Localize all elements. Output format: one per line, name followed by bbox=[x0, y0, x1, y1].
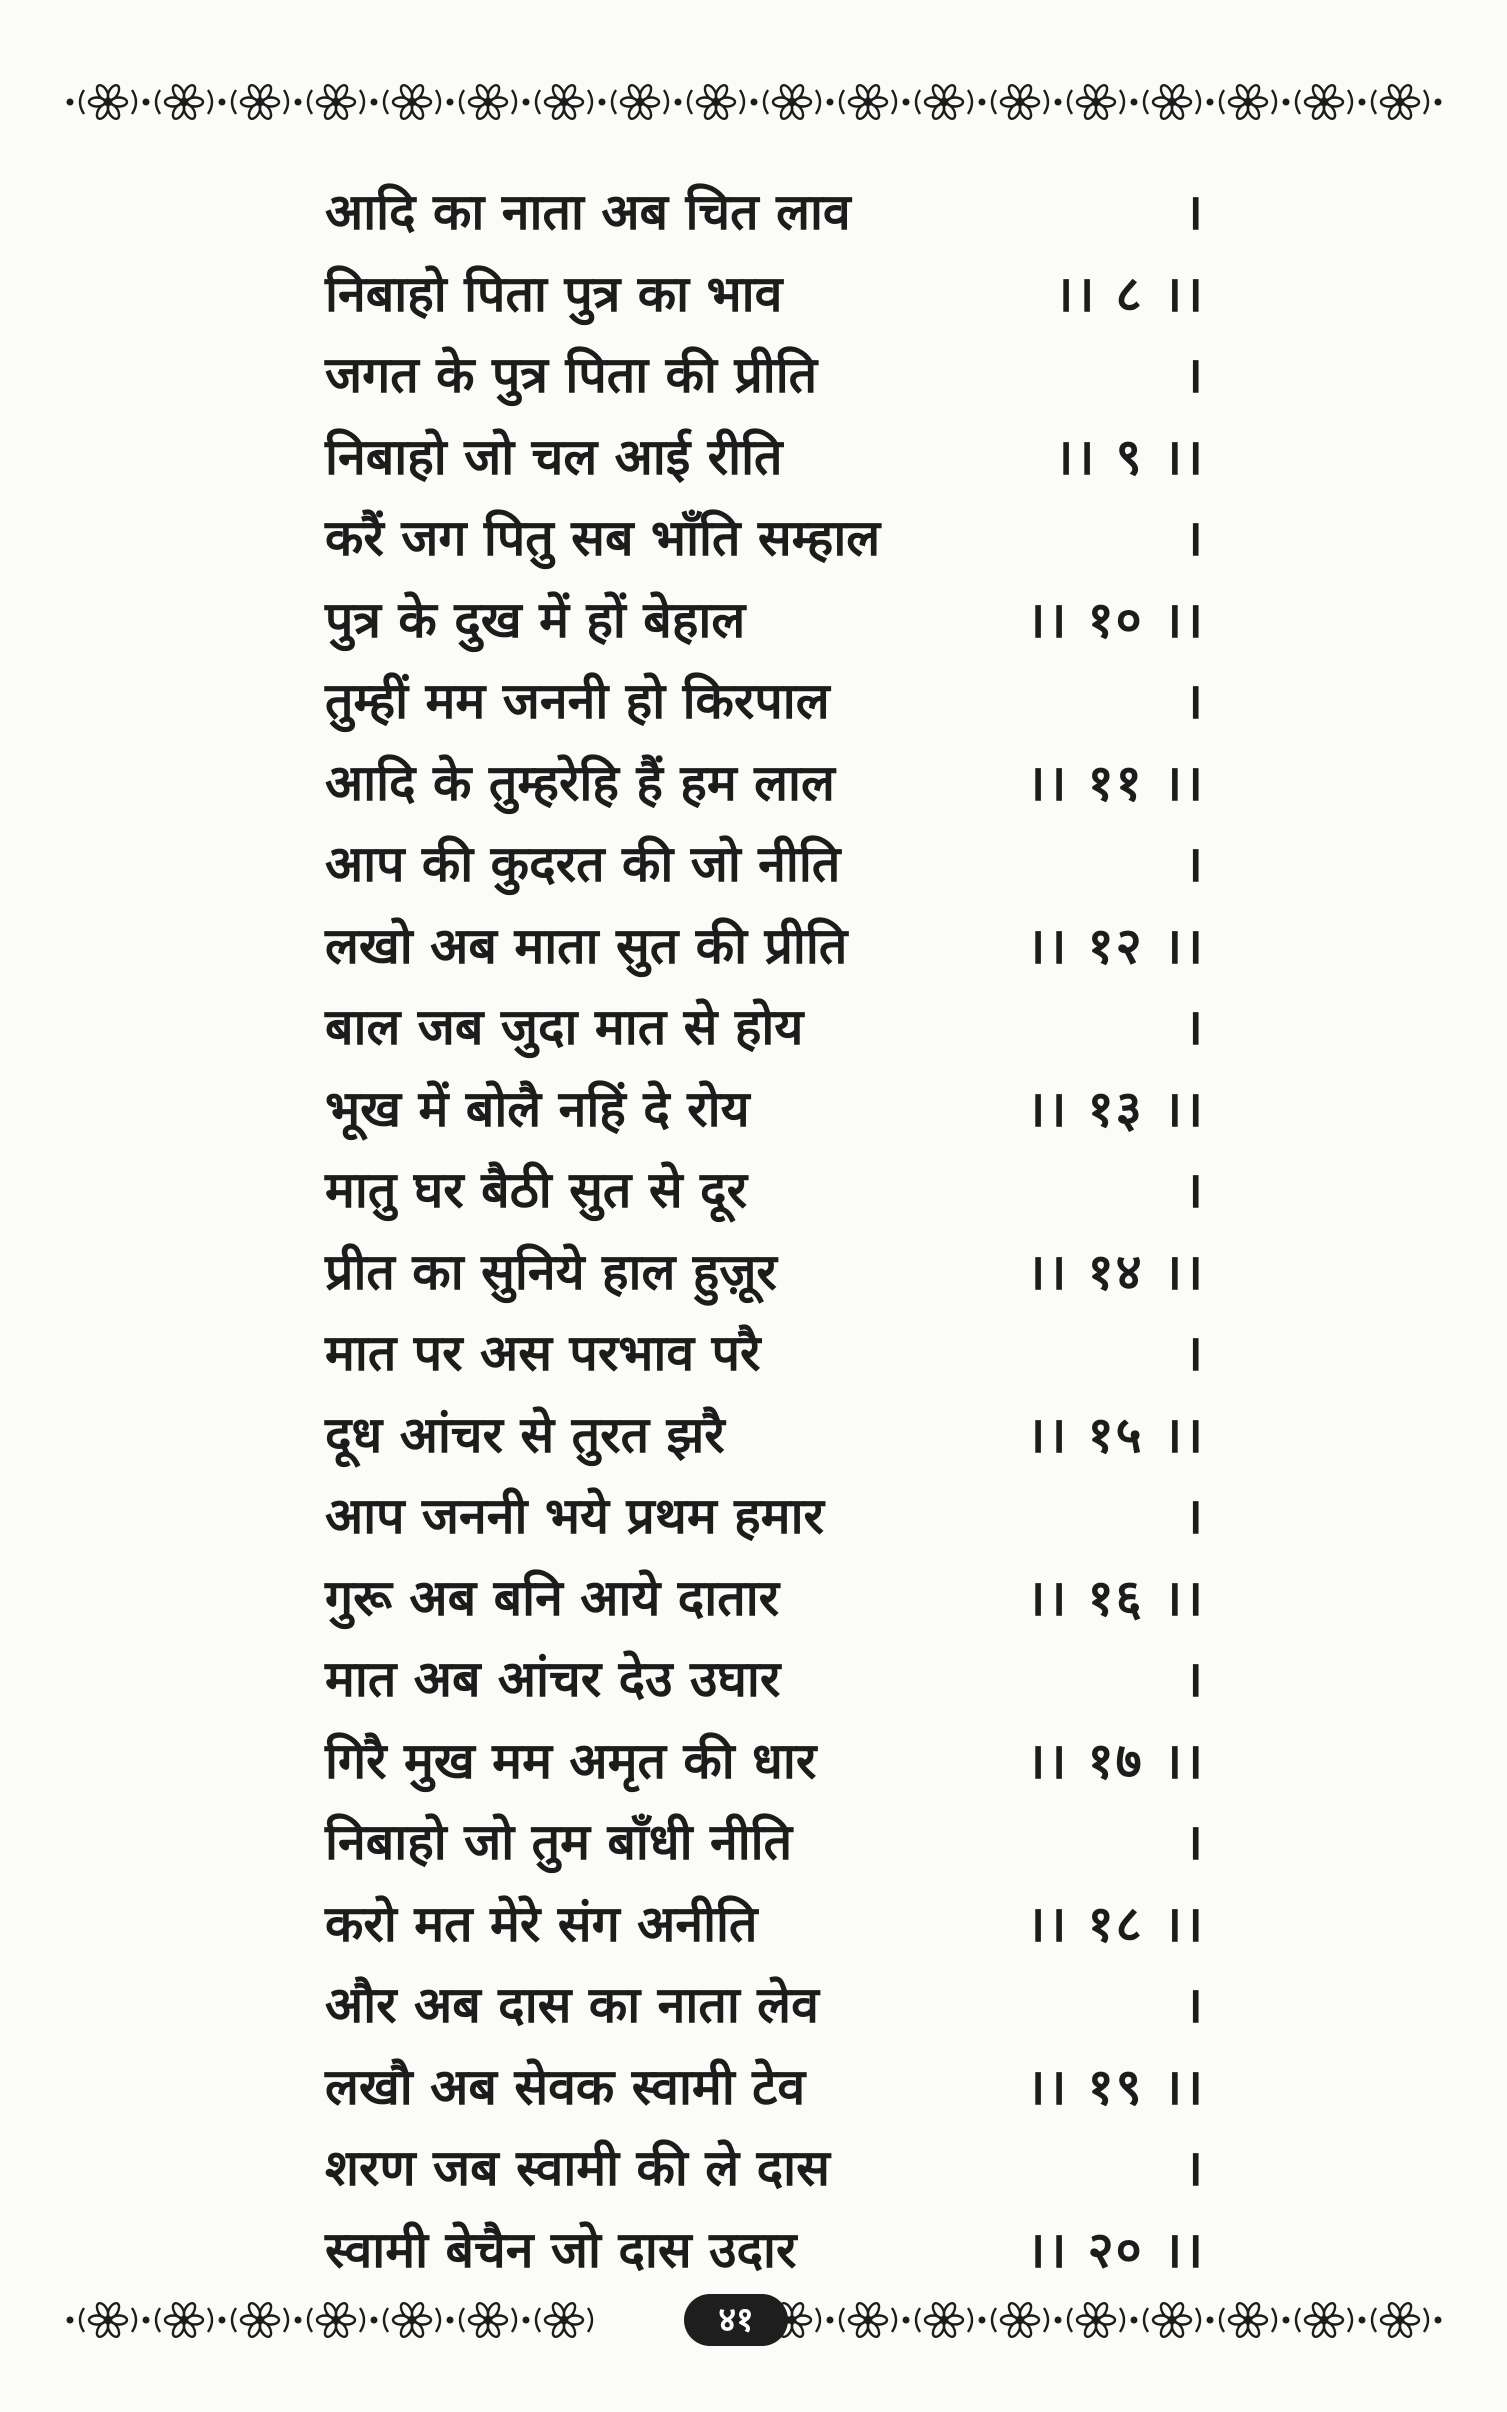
flower-motif bbox=[826, 2301, 896, 2338]
flower-motif bbox=[446, 2301, 516, 2338]
flower-motif bbox=[370, 2301, 440, 2338]
flower-motif bbox=[978, 2301, 1048, 2338]
page-number: ४१ bbox=[684, 2294, 788, 2346]
verse-text: करो मत मेरे संग अनीति bbox=[325, 1894, 758, 1953]
verse-line bbox=[325, 1558, 1205, 1640]
verse-line bbox=[325, 1232, 1205, 1314]
flower-motif bbox=[294, 2301, 364, 2338]
verse-text: गिरै मुख मम अमृत की धार bbox=[325, 1731, 817, 1790]
top-ornamental-border bbox=[0, 70, 1507, 134]
verse-line bbox=[325, 1884, 1205, 1966]
verse-number-marker: । bbox=[1184, 183, 1205, 241]
flower-motif bbox=[826, 83, 896, 120]
verse-list bbox=[325, 172, 1205, 2291]
verse-line bbox=[325, 580, 1205, 662]
verse-number-marker: ।। १० ।। bbox=[1026, 590, 1205, 649]
flower-motif bbox=[1130, 2301, 1200, 2338]
flower-motif bbox=[598, 83, 668, 120]
verse-number-marker: ।। ८ ।। bbox=[1054, 264, 1205, 323]
verse-line bbox=[325, 743, 1205, 825]
flower-motif bbox=[66, 2301, 136, 2338]
flower-motif bbox=[1282, 2301, 1352, 2338]
verse-line bbox=[325, 1313, 1205, 1395]
verse-number-marker: ।। ११ ।। bbox=[1026, 753, 1205, 812]
flower-motif bbox=[522, 83, 592, 120]
verse-text: आप जननी भये प्रथम हमार bbox=[325, 1487, 824, 1545]
verse-text: गुरू अब बनि आये दातार bbox=[325, 1568, 780, 1627]
flower-motif bbox=[294, 83, 364, 120]
flower-motif bbox=[1358, 83, 1428, 120]
verse-text: स्वामी बेचैन जो दास उदार bbox=[325, 2220, 797, 2279]
flower-motif bbox=[1054, 2301, 1124, 2338]
flower-motif bbox=[674, 83, 744, 120]
flower-motif bbox=[1054, 83, 1124, 120]
verse-line bbox=[325, 335, 1205, 417]
verse-number-marker: । bbox=[1184, 1487, 1205, 1545]
verse-line bbox=[325, 1069, 1205, 1151]
flower-motif bbox=[142, 2301, 212, 2338]
flower-motif bbox=[1282, 83, 1352, 120]
flower-motif bbox=[1130, 83, 1200, 120]
flower-motif bbox=[1206, 83, 1276, 120]
verse-line bbox=[325, 1802, 1205, 1884]
verse-text: भूख में बोलै नहिं दे रोय bbox=[325, 1079, 750, 1138]
verse-text: आदि का नाता अब चित लाव bbox=[325, 183, 851, 241]
verse-line bbox=[325, 1965, 1205, 2047]
verse-text: निबाहो जो चल आई रीति bbox=[325, 427, 783, 486]
verse-line bbox=[325, 172, 1205, 254]
verse-line bbox=[325, 1721, 1205, 1803]
verse-line bbox=[325, 2210, 1205, 2292]
verse-text: मातु घर बैठी सुत से दूर bbox=[325, 1161, 748, 1219]
verse-text: आप की कुदरत की जो नीति bbox=[325, 835, 841, 893]
flower-motif bbox=[142, 83, 212, 120]
verse-number-marker: । bbox=[1184, 672, 1205, 730]
verse-line bbox=[325, 906, 1205, 988]
verse-number-marker: । bbox=[1184, 1976, 1205, 2034]
verse-line bbox=[325, 824, 1205, 906]
verse-text: और अब दास का नाता लेव bbox=[325, 1976, 819, 2034]
verse-line bbox=[325, 1639, 1205, 1721]
verse-number-marker: । bbox=[1184, 1161, 1205, 1219]
verse-text: बाल जब जुदा मात से होय bbox=[325, 998, 804, 1056]
verse-line bbox=[325, 1395, 1205, 1477]
verse-text: पुत्र के दुख में हों बेहाल bbox=[325, 590, 746, 649]
verse-number-marker: । bbox=[1184, 998, 1205, 1056]
flower-motif bbox=[750, 83, 820, 120]
verse-text: प्रीत का सुनिये हाल हुज़ूर bbox=[325, 1242, 777, 1301]
verse-text: मात पर अस परभाव परै bbox=[325, 1324, 761, 1382]
flower-motif bbox=[522, 2301, 592, 2338]
verse-text: शरण जब स्वामी की ले दास bbox=[325, 2139, 830, 2197]
verse-number-marker: ।। २० ।। bbox=[1026, 2220, 1205, 2279]
verse-number-marker: ।। ९ ।। bbox=[1054, 427, 1205, 486]
verse-line bbox=[325, 417, 1205, 499]
flower-motif bbox=[446, 83, 516, 120]
verse-number-marker: ।। १५ ।। bbox=[1026, 1405, 1205, 1464]
verse-number-marker: । bbox=[1184, 1813, 1205, 1871]
verse-line bbox=[325, 987, 1205, 1069]
verse-number-marker: ।। १९ ।। bbox=[1026, 2057, 1205, 2116]
flower-motif bbox=[370, 83, 440, 120]
verse-number-marker: ।। १७ ।। bbox=[1026, 1731, 1205, 1790]
verse-number-marker: ।। १४ ।। bbox=[1026, 1242, 1205, 1301]
verse-text: निबाहो पिता पुत्र का भाव bbox=[325, 264, 783, 323]
verse-number-marker: ।। १६ ।। bbox=[1026, 1568, 1205, 1627]
verse-text: जगत के पुत्र पिता की प्रीति bbox=[325, 346, 818, 404]
flower-motif bbox=[902, 83, 972, 120]
verse-number-marker: । bbox=[1184, 2139, 1205, 2197]
verse-number-marker: । bbox=[1184, 509, 1205, 567]
verse-text: तुम्हीं मम जननी हो किरपाल bbox=[325, 672, 830, 730]
verse-text: करैं जग पितु सब भाँति सम्हाल bbox=[325, 509, 881, 567]
verse-number-marker: ।। १२ ।। bbox=[1026, 916, 1205, 975]
flower-motif bbox=[1434, 2301, 1444, 2338]
floral-vine-border-icon bbox=[64, 70, 1444, 134]
verse-line bbox=[325, 1150, 1205, 1232]
verse-line bbox=[325, 2047, 1205, 2129]
verse-number-marker: । bbox=[1184, 346, 1205, 404]
verse-number-marker: । bbox=[1184, 1650, 1205, 1708]
flower-motif bbox=[1206, 2301, 1276, 2338]
verse-line bbox=[325, 498, 1205, 580]
flower-motif bbox=[978, 83, 1048, 120]
verse-number-marker: । bbox=[1184, 1324, 1205, 1382]
verse-text: दूध आंचर से तुरत झरै bbox=[325, 1405, 725, 1464]
verse-text: आदि के तुम्हरेहि हैं हम लाल bbox=[325, 753, 835, 812]
verse-number-marker: ।। १८ ।। bbox=[1026, 1894, 1205, 1953]
flower-motif bbox=[1358, 2301, 1428, 2338]
verse-number-marker: । bbox=[1184, 835, 1205, 893]
verse-line bbox=[325, 2128, 1205, 2210]
verse-text: लखौ अब सेवक स्वामी टेव bbox=[325, 2057, 806, 2116]
verse-text: मात अब आंचर देउ उघार bbox=[325, 1650, 781, 1708]
flower-motif bbox=[218, 83, 288, 120]
verse-line bbox=[325, 661, 1205, 743]
flower-motif bbox=[1434, 83, 1444, 120]
verse-text: निबाहो जो तुम बाँधी नीति bbox=[325, 1813, 793, 1871]
flower-motif bbox=[902, 2301, 972, 2338]
verse-number-marker: ।। १३ ।। bbox=[1026, 1079, 1205, 1138]
verse-line bbox=[325, 1476, 1205, 1558]
verse-text: लखो अब माता सुत की प्रीति bbox=[325, 916, 848, 975]
flower-motif bbox=[218, 2301, 288, 2338]
flower-motif bbox=[66, 83, 136, 120]
verse-line bbox=[325, 254, 1205, 336]
